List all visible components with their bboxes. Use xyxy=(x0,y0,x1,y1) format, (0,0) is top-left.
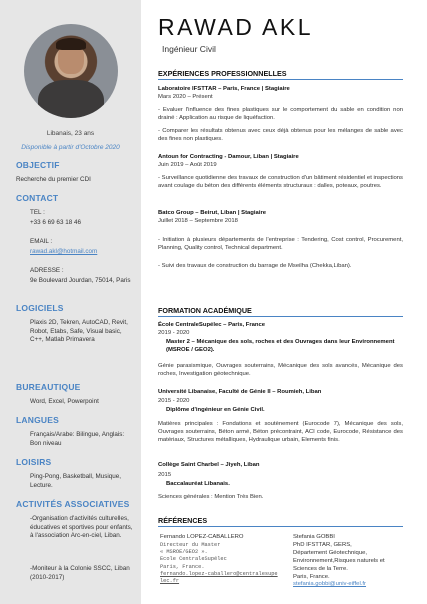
school1-date: 2019 - 2020 xyxy=(158,330,190,336)
experience-heading: EXPÉRIENCES PROFESSIONNELLES xyxy=(158,69,287,78)
tel-value: +33 6 69 63 18 46 xyxy=(30,219,81,226)
activite-2: -Moniteur à la Colonie SSCC, Liban (2010-2017) xyxy=(30,565,130,581)
ref1-email[interactable]: fernando.lopez-caballero@centralesupelec.fr xyxy=(160,570,278,584)
job3-date: Juillet 2018 – Septembre 2018 xyxy=(158,218,238,224)
availability-text: Disponible à partir d'Octobre 2020 xyxy=(21,144,120,151)
ref1-line: Directeur du Master xyxy=(160,541,221,548)
ref2-line: PhD IFSTTAR, GERS, xyxy=(293,541,352,548)
address-value: 9e Boulevard Jourdan, 75014, Paris xyxy=(30,277,131,284)
contact-heading: CONTACT xyxy=(16,193,59,203)
school1-desc: Génie parasismique, Ouvrages souterrains, Mécanique des sols avancés, Mécanique des roches, Investigation géotechnique. xyxy=(158,363,403,377)
ref1-line: Ecole CentraleSupélec xyxy=(160,556,227,563)
job3-title: Batco Group – Beirut, Liban | Stagiaire xyxy=(158,210,267,216)
tel-label: TEL : xyxy=(30,209,45,216)
email-label: EMAIL : xyxy=(30,238,53,245)
ref2-email[interactable]: stefania.gobbi@univ-eiffel.fr xyxy=(293,581,367,588)
job3-bullet: - Suivi des travaux de construction du barrage de Mseilha (Chekka,Liban). xyxy=(158,263,352,269)
school2-name: Université Libanaise, Faculté de Génie II – Roumieh, Liban xyxy=(158,389,322,395)
school3-date: 2015 xyxy=(158,472,172,478)
ref2-line: Département Géotechnique, Environnement,Risques naturels et Sciences de la Terre. xyxy=(293,549,385,572)
job1-date: Mars 2020 – Présent xyxy=(158,94,213,100)
job-title: Ingénieur Civil xyxy=(162,44,216,54)
school3-degree: Baccalauréat Libanais. xyxy=(166,481,230,487)
education-divider xyxy=(158,316,403,317)
school3-desc: Sciences générales : Mention Très Bien. xyxy=(158,494,264,500)
logiciels-heading: LOGICIELS xyxy=(16,303,64,313)
school3-name: Collège Saint Charbel – Jiyeh, Liban xyxy=(158,462,260,468)
ref1-line: « MSROE/GEO2 ». xyxy=(160,549,208,556)
address-label: ADRESSE : xyxy=(30,267,64,274)
profile-photo xyxy=(24,24,118,118)
job2-bullet: - Surveillance quotidienne des travaux de construction d'un bâtiment résidentiel et inspections avant coulage du béton des différents éléments structuraux : dalles, poteaux, poutres. xyxy=(158,175,403,189)
job1-bullet: - Comparer les résultats obtenus avec ceux déjà obtenus pour les mélanges de sable avec des fines non plastiques. xyxy=(158,128,403,142)
objectif-heading: OBJECTIF xyxy=(16,160,60,170)
school2-degree: Diplôme d'ingénieur en Génie Civil. xyxy=(166,407,265,413)
loisirs-heading: LOISIRS xyxy=(16,457,52,467)
ref1-name: Fernando LOPEZ-CABALLERO xyxy=(160,534,244,540)
person-name: RAWAD AKL xyxy=(158,14,313,40)
job1-bullet: - Evaluer l'influence des fines plastiques sur le comportement du sable en condition non drainé : Application au risque de liquéfaction. xyxy=(158,107,403,121)
job2-date: Juin 2019 – Août 2019 xyxy=(158,162,217,168)
experience-divider xyxy=(158,79,403,80)
job1-title: Laboratoire IFSTTAR – Paris, France | Stagiaire xyxy=(158,86,290,92)
education-heading: FORMATION ACADÉMIQUE xyxy=(158,306,252,315)
school1-degree: Master 2 – Mécanique des sols, roches et des Ouvrages dans leur Environnement (MSROE / GEO2). xyxy=(166,339,395,353)
school2-desc: Matières principales : Fondations et soutènement (Eurocode 7), Mécanique des sols, Ouvrages souterrains, Béton armé, Béton précontraint, ACI code, Eurocode, Résistance des matériaux, Structures métalliques, Hydraulique urbain, Elements finis. xyxy=(158,421,403,443)
school2-date: 2015 - 2020 xyxy=(158,398,190,404)
references-divider xyxy=(158,526,403,527)
reference-1 xyxy=(160,534,280,585)
bureautique-text: Word, Excel, Powerpoint xyxy=(30,398,99,405)
langues-text: Français/Arabe: Bilingue, Anglais: Bon niveau xyxy=(30,431,125,447)
ref1-line: Paris, France. xyxy=(160,563,205,570)
langues-heading: LANGUES xyxy=(16,415,59,425)
job2-title: Antoun for Contracting - Damour, Liban | Stagiaire xyxy=(158,154,299,160)
ref2-name: Stefania GOBBI xyxy=(293,534,335,540)
reference-2 xyxy=(293,534,405,589)
email-link[interactable]: rawad.akl@hotmail.com xyxy=(30,248,98,255)
age-text: Libanais, 23 ans xyxy=(46,130,95,137)
activite-1: -Organisation d'activités culturelles, éducatives et sportives pour enfants, à l'association Arc-en-ciel, Liban. xyxy=(30,515,133,540)
references-heading: RÉFÉRENCES xyxy=(158,516,208,525)
bureautique-heading: BUREAUTIQUE xyxy=(16,382,81,392)
activites-heading: ACTIVITÉS ASSOCIATIVES xyxy=(16,499,130,509)
job3-bullet: - Initiation à plusieurs départements de l'entreprise : Tendering, Cost control, Procurement, Planning, Quality control, Technical department. xyxy=(158,237,403,251)
loisirs-text: Ping-Pong, Basketball, Musique, Lecture. xyxy=(30,473,122,489)
ref2-line: Paris, France. xyxy=(293,573,330,580)
sidebar xyxy=(0,0,141,604)
logiciels-text: Plaxis 2D, Tekren, AutoCAD, Revit, Robot, Etabs, Safe, Visual basic, C++, Matlab Primavera xyxy=(30,319,128,344)
school1-name: École CentraleSupélec – Paris, France xyxy=(158,322,266,328)
objectif-text: Recherche du premier CDI xyxy=(16,176,91,183)
